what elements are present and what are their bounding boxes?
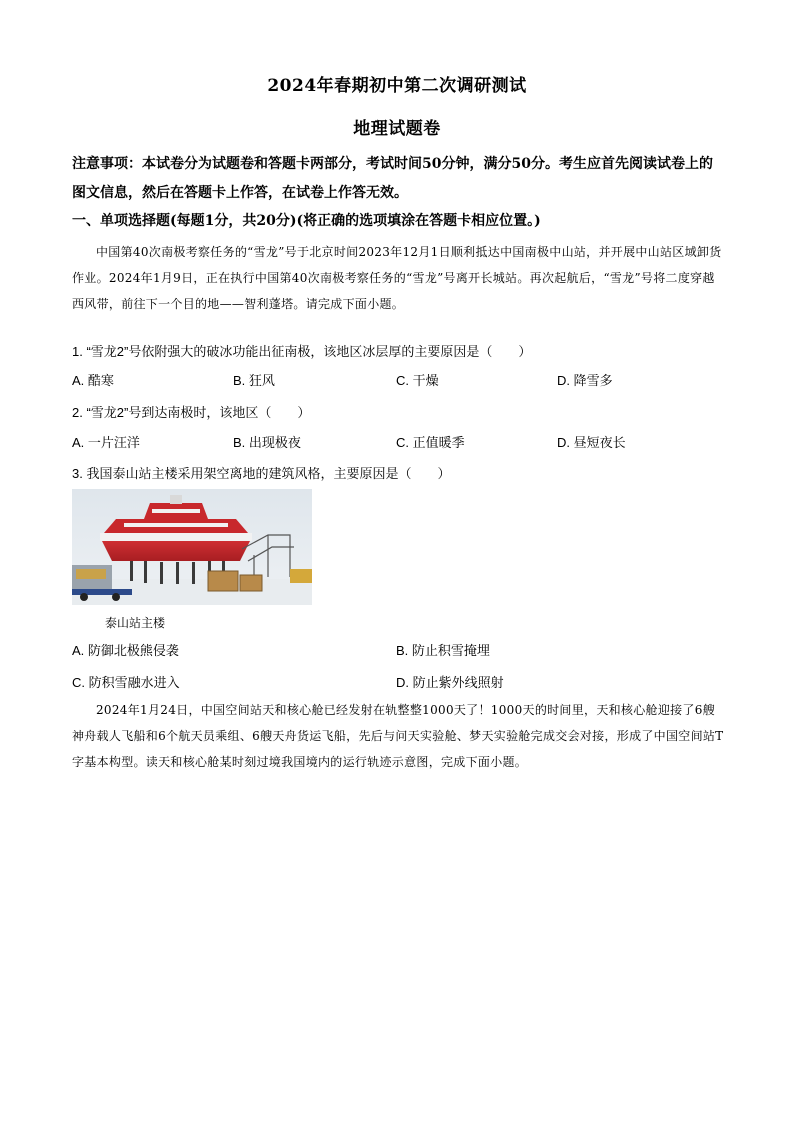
exam-title: 2024年春期初中第二次调研测试 (267, 76, 527, 96)
question-1-option-d[interactable]: D. 降雪多 (557, 373, 613, 388)
taishan-station-photo (72, 489, 312, 605)
exam-notice: 注意事项：本试卷分为试题卷和答题卡两部分，考试时间50分钟，满分50分。考生应首先阅读试卷上的图文信息，然后在答题卡上作答，在试卷上作答无效。 (72, 156, 713, 201)
section-heading: 一、单项选择题(每题1分，共20分)(将正确的选项填涂在答题卡相应位置。) (72, 213, 541, 229)
question-1-option-c[interactable]: C. 干燥 (396, 373, 439, 388)
figure-caption: 泰山站主楼 (105, 616, 166, 630)
question-3-option-a[interactable]: A. 防御北极熊侵袭 (72, 643, 179, 658)
question-2-option-a[interactable]: A. 一片汪洋 (72, 435, 140, 450)
question-1-stem: 1. “雪龙2”号依附强大的破冰功能出征南极，该地区冰层厚的主要原因是（ ） (72, 344, 532, 359)
question-2-stem: 2. “雪龙2”号到达南极时，该地区（ ） (72, 405, 311, 420)
question-3-option-b[interactable]: B. 防止积雪掩埋 (396, 643, 490, 658)
question-3-stem: 3. 我国泰山站主楼采用架空离地的建筑风格，主要原因是（ ） (72, 466, 451, 481)
question-3-option-c[interactable]: C. 防积雪融水进入 (72, 675, 180, 690)
reading-passage-1: 中国第40次南极考察任务的“雪龙”号于北京时间2023年12月1日顺利抵达中国南极中山站，并开展中山站区域卸货作业。2024年1月9日，正在执行中国第40次南极考察任务的“雪龙”号离开长城站。再次起航后，“雪龙”号将二度穿越西风带，前往下一个目的地——智利蓬塔。请完成下面小题。 (72, 245, 722, 311)
question-1-option-a[interactable]: A. 酷寒 (72, 373, 114, 388)
reading-passage-2: 2024年1月24日，中国空间站天和核心舱已经发射在轨整整1000天了！1000天的时间里，天和核心舱迎接了6艘神舟载人飞船和6个航天员乘组、6艘天舟货运飞船，先后与问天实验舱、梦天实验舱完成交会对接，形成了中国空间站T字基本构型。读天和核心舱某时刻过境我国境内的运行轨迹示意图，完成下面小题。 (72, 703, 724, 769)
question-3-option-d[interactable]: D. 防止紫外线照射 (396, 675, 504, 690)
question-1-option-b[interactable]: B. 狂风 (233, 373, 275, 388)
question-2-option-b[interactable]: B. 出现极夜 (233, 435, 301, 450)
question-2-option-c[interactable]: C. 正值暖季 (396, 435, 465, 450)
question-2-option-d[interactable]: D. 昼短夜长 (557, 435, 626, 450)
exam-subtitle: 地理试题卷 (353, 119, 441, 139)
